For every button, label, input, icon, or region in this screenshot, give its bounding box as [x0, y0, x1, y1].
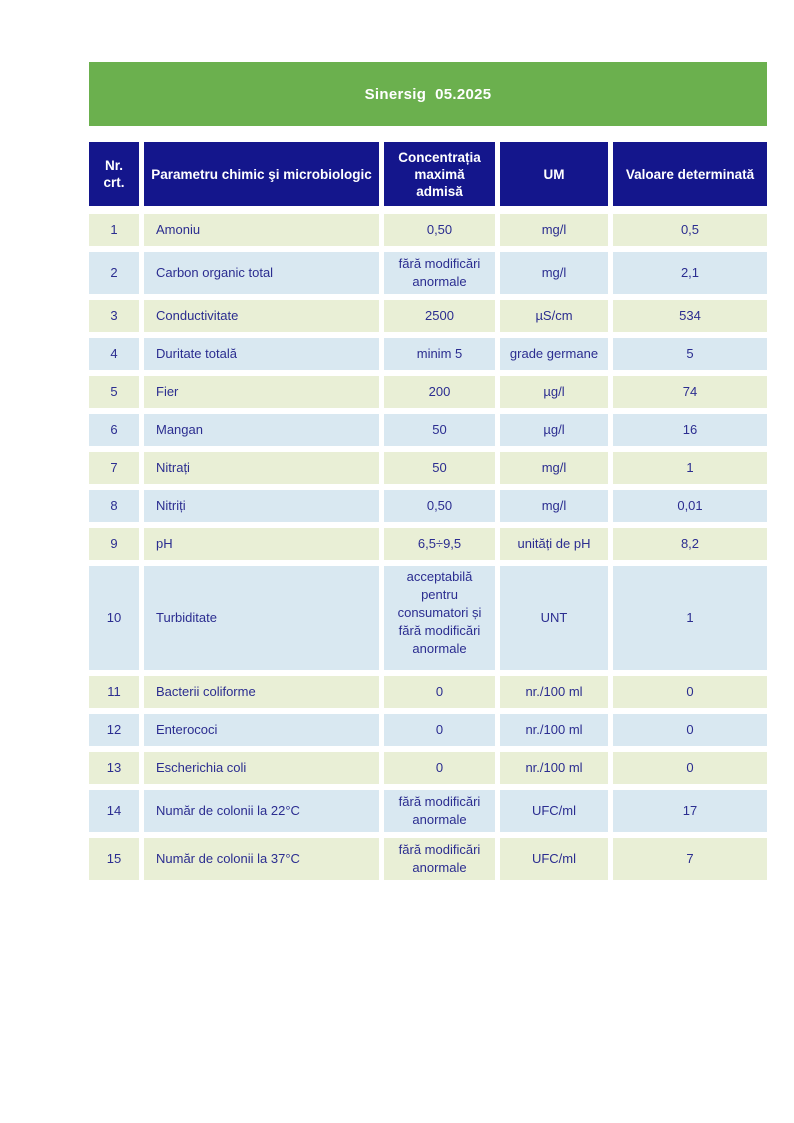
- parameter-name-cell: Nitriți: [144, 490, 379, 522]
- unit-of-measure-cell: mg/l: [500, 490, 608, 522]
- determined-value-cell: 8,2: [613, 528, 767, 560]
- parameter-name-cell: Amoniu: [144, 214, 379, 246]
- determined-value-cell: 0: [613, 752, 767, 784]
- max-concentration-cell: 200: [384, 376, 495, 408]
- max-concentration-cell: fără modificări anormale: [384, 790, 495, 832]
- column-header-nr-crt: Nr. crt.: [89, 142, 139, 206]
- parameter-name-cell: Enterococi: [144, 714, 379, 746]
- max-concentration-cell: fără modificări anormale: [384, 252, 495, 294]
- unit-of-measure-cell: grade germane: [500, 338, 608, 370]
- unit-of-measure-cell: nr./100 ml: [500, 714, 608, 746]
- max-concentration-cell: 0,50: [384, 214, 495, 246]
- table-row: [89, 790, 767, 832]
- max-concentration-cell: 0,50: [384, 490, 495, 522]
- parameter-name-cell: Bacterii coliforme: [144, 676, 379, 708]
- parameter-name-cell: Duritate totală: [144, 338, 379, 370]
- unit-of-measure-cell: nr./100 ml: [500, 752, 608, 784]
- determined-value-cell: 0: [613, 676, 767, 708]
- column-header-valoare-determinata: Valoare determinată: [613, 142, 767, 206]
- determined-value-cell: 17: [613, 790, 767, 832]
- table-row: [89, 214, 767, 246]
- table-row: [89, 528, 767, 560]
- determined-value-cell: 0,5: [613, 214, 767, 246]
- max-concentration-cell: 50: [384, 452, 495, 484]
- unit-of-measure-cell: µS/cm: [500, 300, 608, 332]
- parameter-name-cell: Escherichia coli: [144, 752, 379, 784]
- parameter-name-cell: pH: [144, 528, 379, 560]
- table-row: [89, 714, 767, 746]
- unit-of-measure-cell: mg/l: [500, 214, 608, 246]
- row-number-cell: 7: [89, 452, 139, 484]
- table-row: [89, 452, 767, 484]
- report-title: Sinersig 05.2025: [364, 85, 492, 103]
- determined-value-cell: 0: [613, 714, 767, 746]
- table-row: [89, 300, 767, 332]
- unit-of-measure-cell: nr./100 ml: [500, 676, 608, 708]
- row-number-cell: 5: [89, 376, 139, 408]
- unit-of-measure-cell: UFC/ml: [500, 838, 608, 880]
- table-row: [89, 414, 767, 446]
- determined-value-cell: 1: [613, 566, 767, 670]
- unit-of-measure-cell: unități de pH: [500, 528, 608, 560]
- max-concentration-cell: 6,5÷9,5: [384, 528, 495, 560]
- determined-value-cell: 2,1: [613, 252, 767, 294]
- row-number-cell: 13: [89, 752, 139, 784]
- max-concentration-cell: acceptabilă pentru consumatori și fără modificări anormale: [384, 566, 495, 670]
- row-number-cell: 11: [89, 676, 139, 708]
- unit-of-measure-cell: mg/l: [500, 452, 608, 484]
- determined-value-cell: 5: [613, 338, 767, 370]
- determined-value-cell: 7: [613, 838, 767, 880]
- row-number-cell: 14: [89, 790, 139, 832]
- table-row: [89, 338, 767, 370]
- table-row: [89, 490, 767, 522]
- determined-value-cell: 0,01: [613, 490, 767, 522]
- table-body: [89, 214, 767, 880]
- parameter-name-cell: Conductivitate: [144, 300, 379, 332]
- report-content: [89, 62, 767, 880]
- column-header-concentratia-maxima: Concentrația maximă admisă: [384, 142, 495, 206]
- parameter-name-cell: Fier: [144, 376, 379, 408]
- row-number-cell: 9: [89, 528, 139, 560]
- table-row: [89, 752, 767, 784]
- column-header-parametru: Parametru chimic şi microbiologic: [144, 142, 379, 206]
- max-concentration-cell: 2500: [384, 300, 495, 332]
- row-number-cell: 6: [89, 414, 139, 446]
- determined-value-cell: 534: [613, 300, 767, 332]
- unit-of-measure-cell: µg/l: [500, 414, 608, 446]
- parameter-name-cell: Număr de colonii la 37°C: [144, 838, 379, 880]
- row-number-cell: 4: [89, 338, 139, 370]
- max-concentration-cell: minim 5: [384, 338, 495, 370]
- max-concentration-cell: fără modificări anormale: [384, 838, 495, 880]
- row-number-cell: 1: [89, 214, 139, 246]
- parameter-name-cell: Număr de colonii la 22°C: [144, 790, 379, 832]
- row-number-cell: 12: [89, 714, 139, 746]
- max-concentration-cell: 50: [384, 414, 495, 446]
- row-number-cell: 10: [89, 566, 139, 670]
- row-number-cell: 8: [89, 490, 139, 522]
- max-concentration-cell: 0: [384, 676, 495, 708]
- table-row: [89, 252, 767, 294]
- determined-value-cell: 16: [613, 414, 767, 446]
- row-number-cell: 3: [89, 300, 139, 332]
- parameter-name-cell: Nitrați: [144, 452, 379, 484]
- determined-value-cell: 74: [613, 376, 767, 408]
- row-number-cell: 2: [89, 252, 139, 294]
- max-concentration-cell: 0: [384, 752, 495, 784]
- parameter-name-cell: Turbiditate: [144, 566, 379, 670]
- unit-of-measure-cell: mg/l: [500, 252, 608, 294]
- unit-of-measure-cell: UNT: [500, 566, 608, 670]
- table-row: [89, 838, 767, 880]
- row-number-cell: 15: [89, 838, 139, 880]
- table-row: [89, 566, 767, 670]
- column-header-um: UM: [500, 142, 608, 206]
- max-concentration-cell: 0: [384, 714, 495, 746]
- parameter-name-cell: Mangan: [144, 414, 379, 446]
- parameter-name-cell: Carbon organic total: [144, 252, 379, 294]
- table-row: [89, 376, 767, 408]
- table-row: [89, 676, 767, 708]
- unit-of-measure-cell: µg/l: [500, 376, 608, 408]
- determined-value-cell: 1: [613, 452, 767, 484]
- report-title-banner: [89, 62, 767, 126]
- table-header-row: [89, 142, 767, 206]
- unit-of-measure-cell: UFC/ml: [500, 790, 608, 832]
